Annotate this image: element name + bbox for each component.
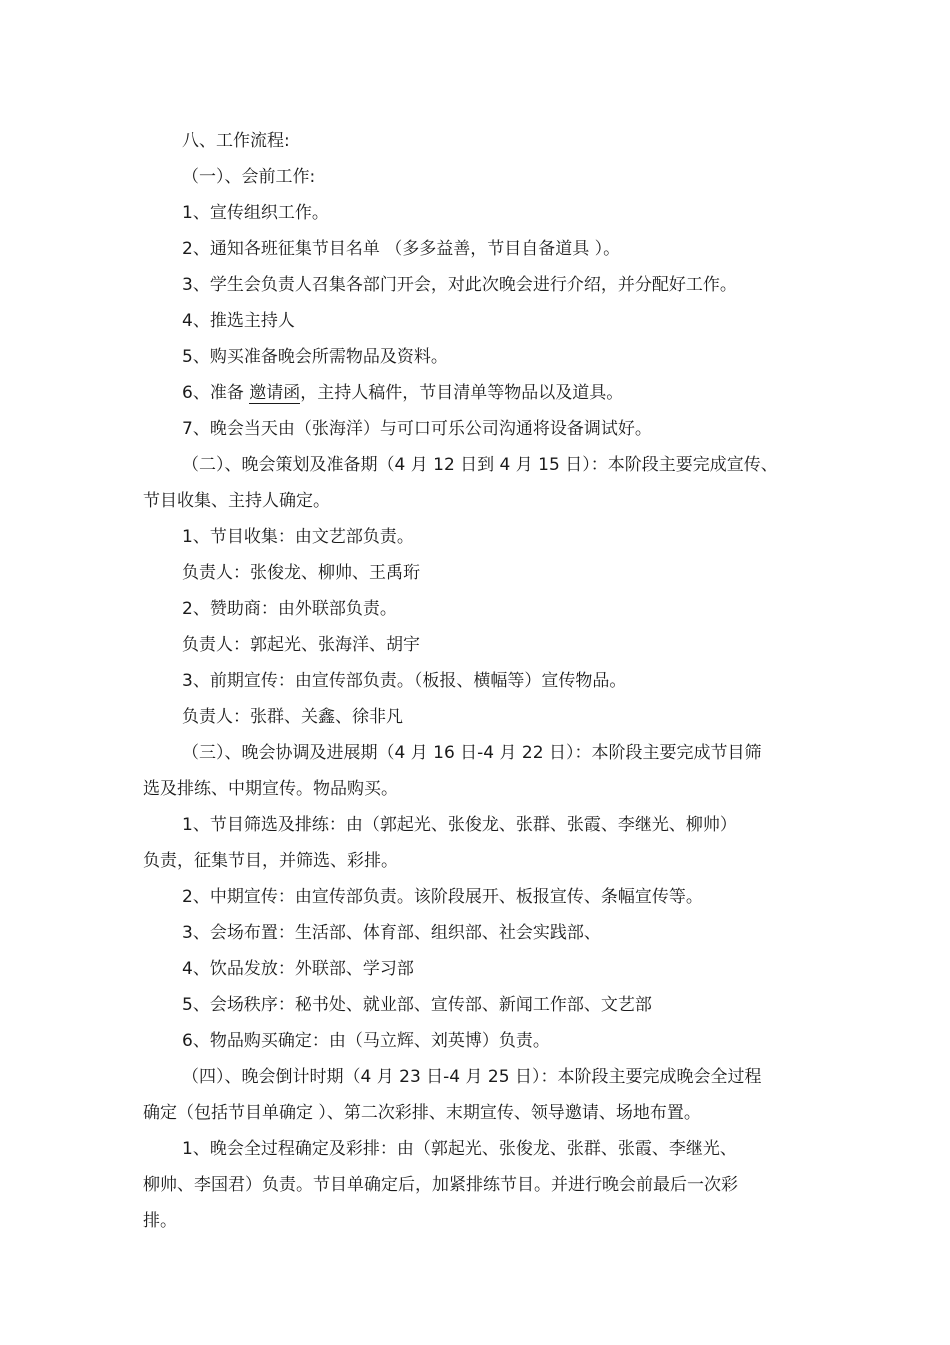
s2-title-line-1: （二）、晚会策划及准备期（4 月 12 日到 4 月 15 日）：本阶段主要完成宣传、 bbox=[182, 455, 778, 475]
section-heading: 八、工作流程: bbox=[182, 131, 290, 151]
s2-line-4: 负责人：郭起光、张海洋、胡宇 bbox=[182, 635, 420, 655]
s4-title-line-1: （四）、晚会倒计时期（4 月 23 日-4 月 25 日）：本阶段主要完成晚会全过程 bbox=[182, 1067, 762, 1087]
s2-title-line-2: 节目收集、主持人确定。 bbox=[143, 491, 330, 511]
s1-item-1: 1、宣传组织工作。 bbox=[182, 203, 329, 223]
s1-item-2: 2、通知各班征集节目名单 （多多益善，节目自备道具 ）。 bbox=[182, 239, 621, 259]
s1-item-4: 4、推选主持人 bbox=[182, 311, 295, 331]
s3-line-5: 5、会场秩序：秘书处、就业部、宣传部、新闻工作部、文艺部 bbox=[182, 995, 652, 1015]
s2-line-5: 3、前期宣传：由宣传部负责。（板报、横幅等）宣传物品。 bbox=[182, 671, 627, 691]
s2-line-1: 1、节目收集：由文艺部负责。 bbox=[182, 527, 414, 547]
s1-item-6 bbox=[182, 382, 623, 404]
s4-item-1-line-1: 1、晚会全过程确定及彩排：由（郭起光、张俊龙、张群、张霞、李继光、 bbox=[182, 1139, 737, 1159]
s1-item-3: 3、学生会负责人召集各部门开会，对此次晚会进行介绍，并分配好工作。 bbox=[182, 275, 737, 295]
s4-item-1-line-2: 柳帅、李国君）负责。节目单确定后，加紧排练节目。并进行晚会前最后一次彩 bbox=[143, 1175, 738, 1195]
s4-title-line-2: 确定（包括节目单确定 ）、第二次彩排、末期宣传、领导邀请、场地布置。 bbox=[143, 1103, 701, 1123]
s1-item-6-prefix: 6、准备 bbox=[182, 383, 250, 403]
s1-item-6-suffix: ，主持人稿件，节目清单等物品以及道具。 bbox=[300, 383, 624, 403]
s3-line-6: 6、物品购买确定：由（马立辉、刘英博）负责。 bbox=[182, 1031, 550, 1051]
s3-title-line-2: 选及排练、中期宣传。物品购买。 bbox=[143, 779, 398, 799]
s3-line-2: 2、中期宣传：由宣传部负责。该阶段展开、板报宣传、条幅宣传等。 bbox=[182, 887, 703, 907]
s3-item-1-line-1: 1、节目筛选及排练：由（郭起光、张俊龙、张群、张霞、李继光、柳帅） bbox=[182, 815, 737, 835]
s3-item-1-line-2: 负责，征集节目，并筛选、彩排。 bbox=[143, 851, 398, 871]
s2-line-6: 负责人：张群、关鑫、徐非凡 bbox=[182, 707, 403, 727]
s1-title: （一）、会前工作: bbox=[182, 167, 316, 187]
s3-line-4: 4、饮品发放：外联部、学习部 bbox=[182, 959, 414, 979]
s2-line-3: 2、赞助商：由外联部负责。 bbox=[182, 599, 397, 619]
s4-item-1-line-3: 排。 bbox=[143, 1211, 177, 1231]
invitation-link[interactable]: 邀请函 bbox=[249, 383, 301, 403]
s2-line-2: 负责人：张俊龙、柳帅、王禹珩 bbox=[182, 563, 420, 583]
s3-title-line-1: （三）、晚会协调及进展期（4 月 16 日-4 月 22 日）：本阶段主要完成节目筛 bbox=[182, 743, 762, 763]
s3-line-3: 3、会场布置：生活部、体育部、组织部、社会实践部、 bbox=[182, 923, 601, 943]
s1-item-5: 5、购买准备晚会所需物品及资料。 bbox=[182, 347, 448, 367]
s1-item-7: 7、晚会当天由（张海洋）与可口可乐公司沟通将设备调试好。 bbox=[182, 419, 652, 439]
